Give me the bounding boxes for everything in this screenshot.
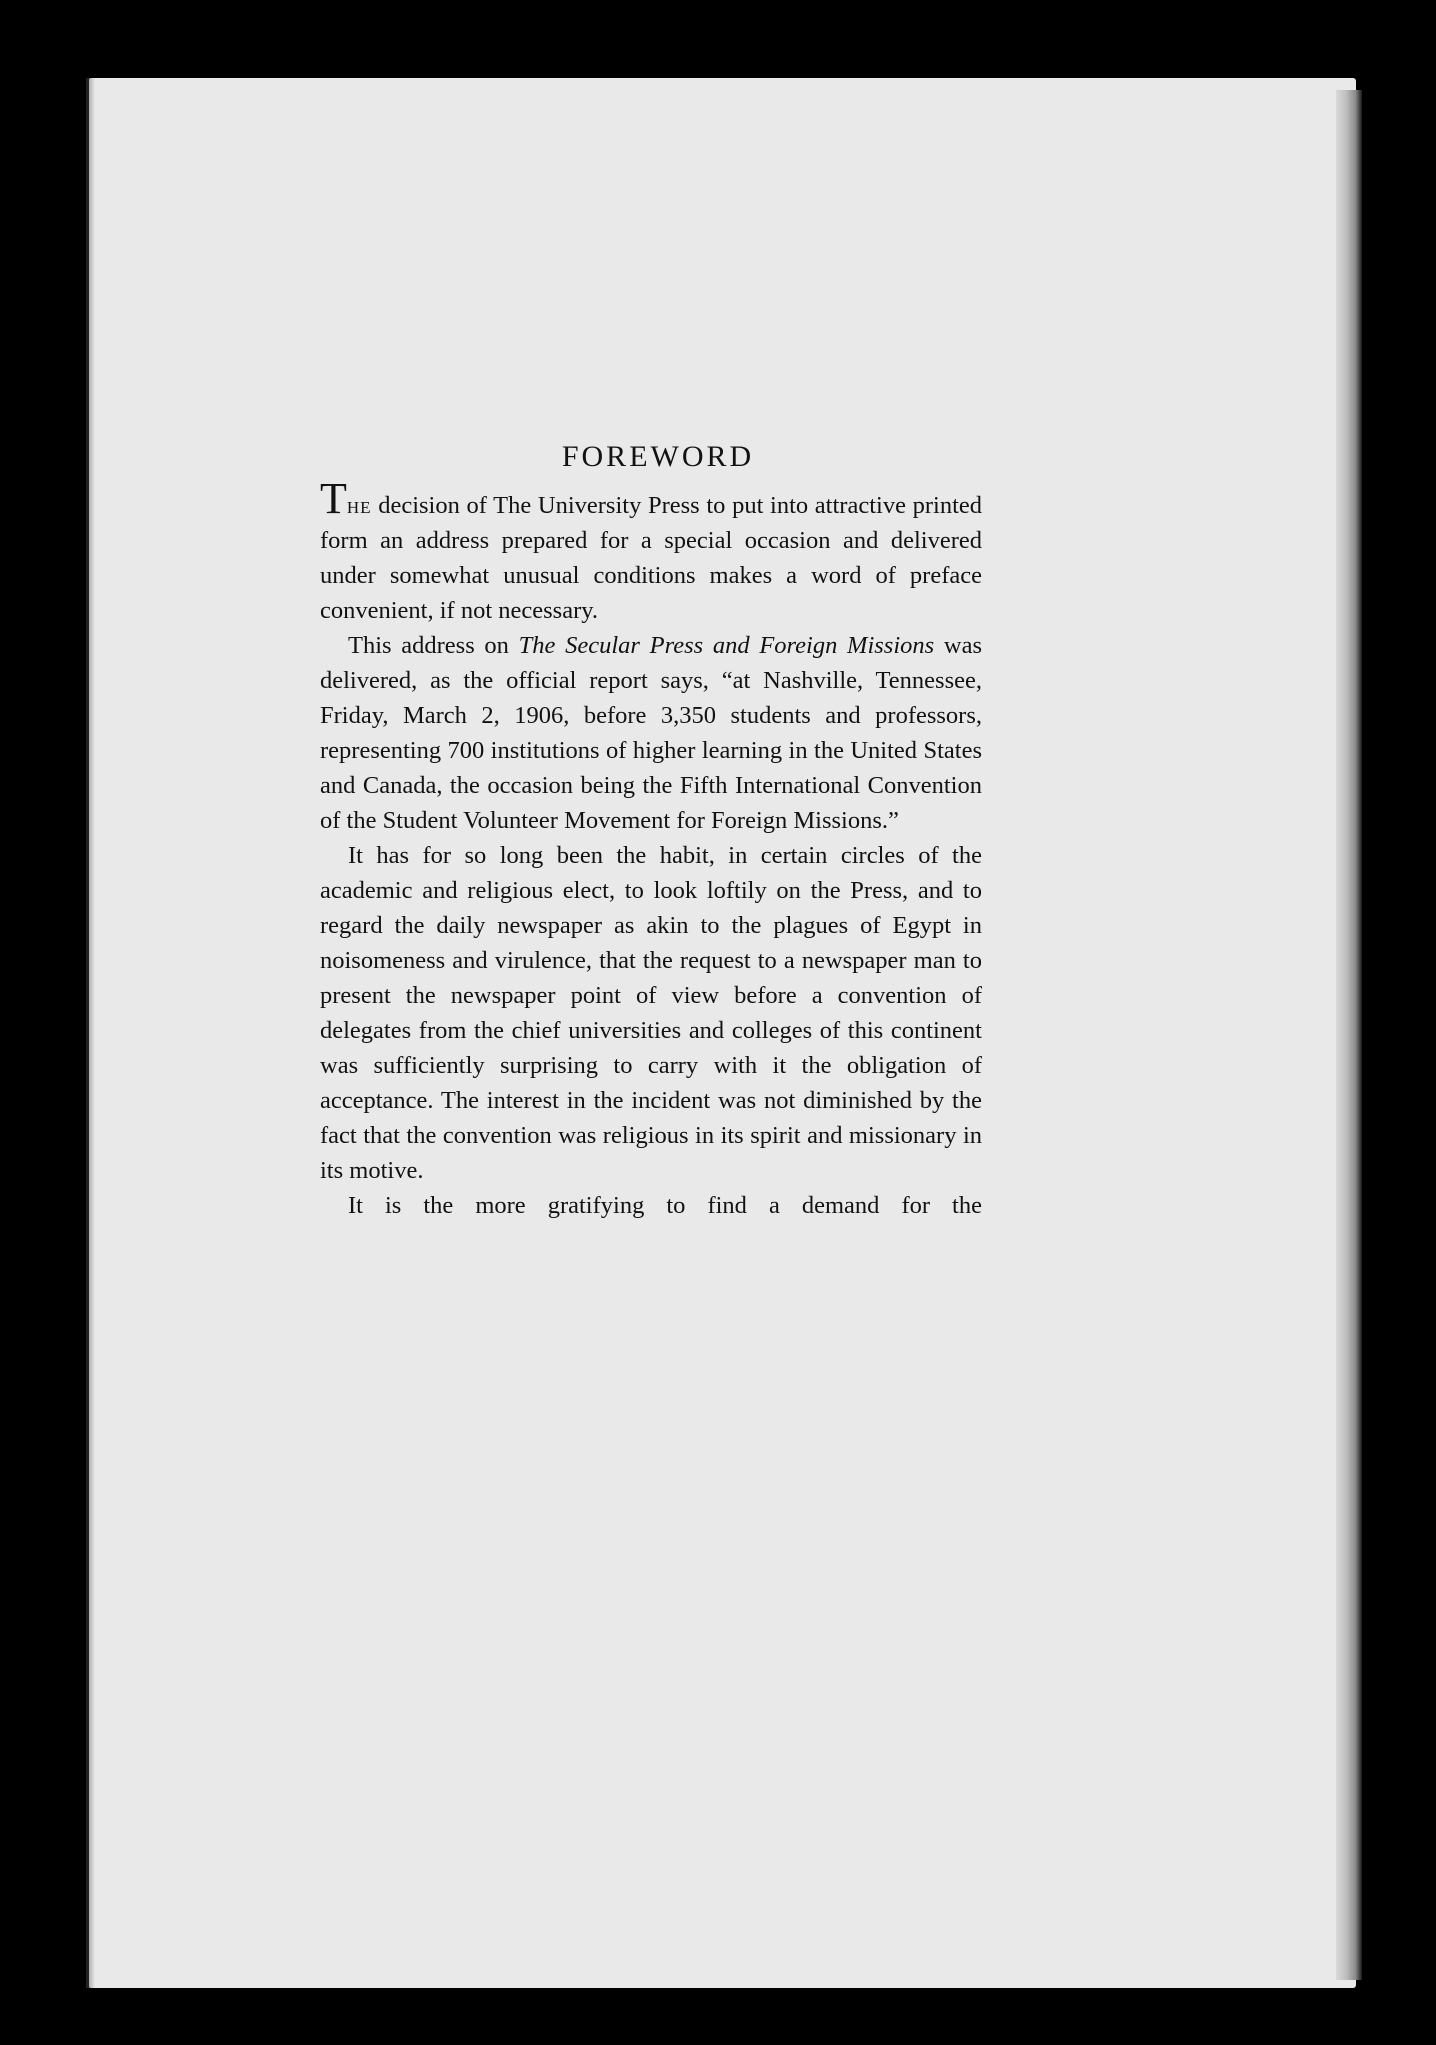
small-caps-lead: he [346,492,372,519]
drop-cap: T [320,474,347,523]
paragraph-3: It has for so long been the habit, in certain circles of the academic and religious elect, to look loftily on the Press, and to regard the daily newspaper as akin to the plagues of Egypt in noisomeness and virulence, that the request to a newspaper man to present the newspaper point of view before a convention of delegates from the chief universities and colleges of this continent was sufficiently surprising to carry with it the obligation of acceptance. The interest in the incident was not diminished by the fact that the convention was religious in its spirit and missionary in its motive. [320,842,982,1184]
paragraph-2 [320,628,982,838]
page-edge [1336,90,1362,1980]
paragraph-2-lead: This address on [348,632,519,659]
paragraph-2-body: was delivered, as the official report says, “at Nashville, Tennessee, Friday, March 2, 1906, before 3,350 students and professors, representing 700 institutions of higher learning in the United States and Canada, the occasion being the Fifth International Convention of the Student Volunteer Movement for Foreign Missions.” [320,632,982,834]
address-title: The Secular Press and Foreign Missions [518,632,935,659]
foreword-text [320,440,982,1223]
paragraph-4: It is the more gratifying to find a demand for the [348,1192,982,1219]
binding-shadow [89,78,95,1988]
paragraph-1-body: decision of The University Press to put into attractive printed form an address prepared for a special occasion and delivered under somewhat unusual conditions makes a word of preface convenient, if not necessary. [320,492,982,624]
paragraph-1 [320,474,982,628]
page-title: FOREWORD [561,440,755,473]
